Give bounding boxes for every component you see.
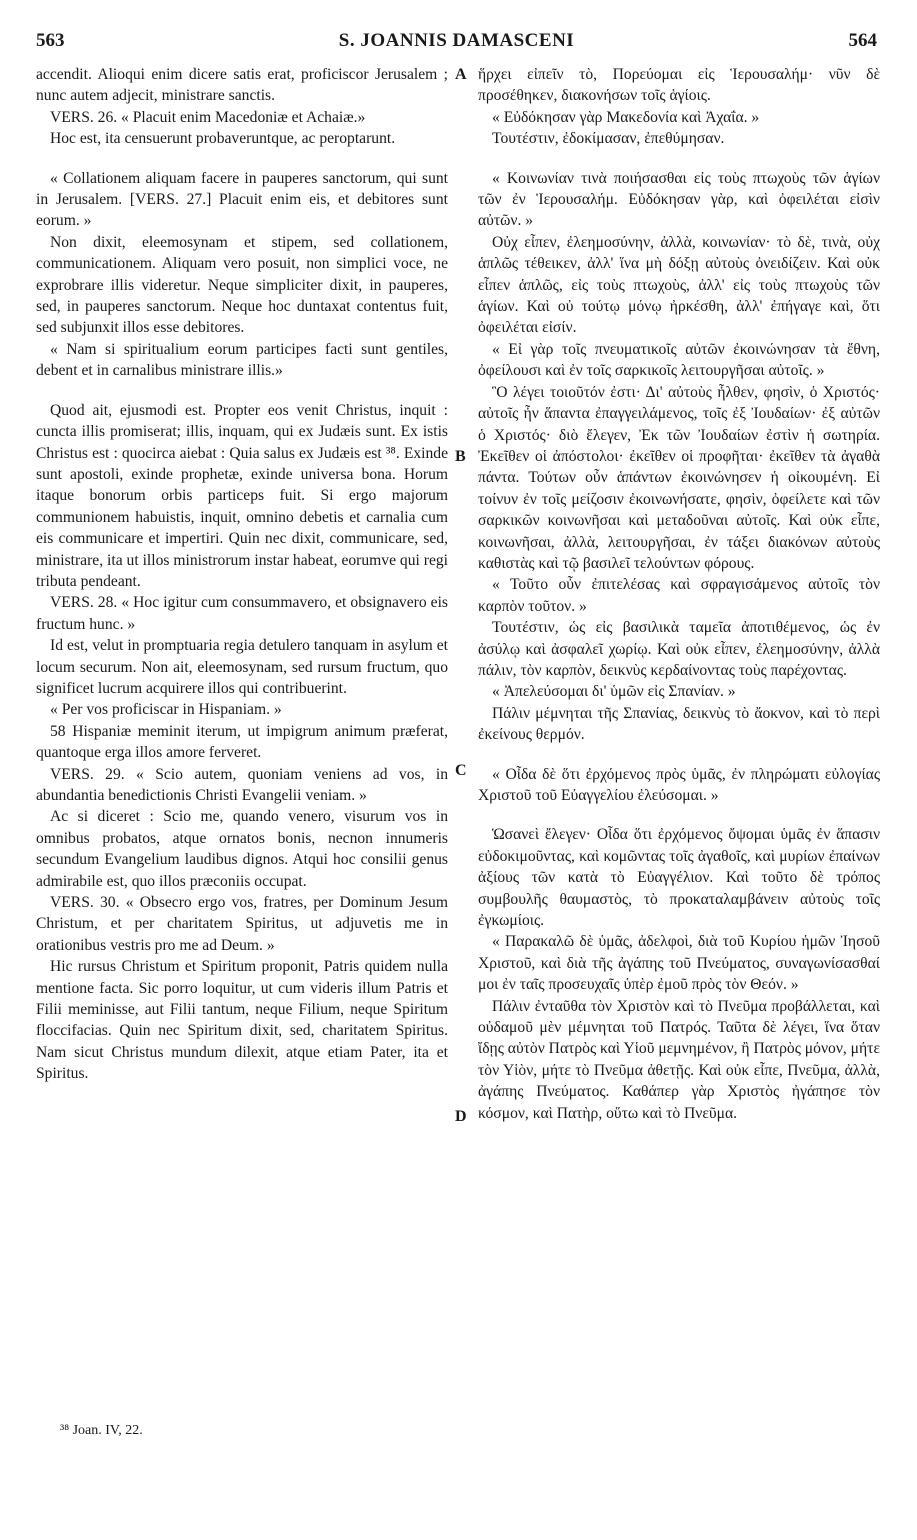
page-number-left: 563	[36, 30, 65, 51]
verse-quote: « Collationem aliquam facere in pauperes sanctorum, qui sunt in Jerusalem. [VERS. 27.] Placuit enim eis, et debitores sunt eorum. »	[36, 169, 448, 230]
margin-letter-a: A	[455, 66, 467, 83]
verse-quote: « Οἶδα δὲ ὅτι ἐρχόμενος πρὸς ὑμᾶς, ἐν πληρώματι εὐλογίας Χριστοῦ τοῦ Εὐαγγελίου ἐλεύσομαι. »	[478, 765, 880, 804]
greek-paragraph: Πάλιν ἐνταῦθα τὸν Χριστὸν καὶ τὸ Πνεῦμα προβάλλεται, καὶ οὐδαμοῦ μὲν μέμνηται τοῦ Πατρός. Ταῦτα δὲ λέγει, ἵνα ὅταν ἴδῃς αὐτὸν Πατρὸς καὶ Υἱοῦ μεμνημένον, ἢ Πατρὸς μόνον, μήτε τὸν Υἱὸν, μήτε τὸ Πνεῦμα ἀθετῇς. Καὶ οὐκ εἶπε, Πνεῦμα, ἀλλὰ, ἀγάπης Πνεύματος. Καθάπερ γὰρ Χριστὸς ἠγάπησε τὸν κόσμον, καὶ Πατὴρ, οὕτω καὶ τὸ Πνεῦμα.	[478, 997, 880, 1122]
greek-column	[478, 64, 880, 1124]
latin-paragraph: 58 Hispaniæ meminit iterum, ut impigrum animum præferat, quantoque erga illos amore ferveret.	[36, 722, 448, 762]
verse-quote: « Παρακαλῶ δὲ ὑμᾶς, ἀδελφοὶ, διὰ τοῦ Κυρίου ἡμῶν Ἰησοῦ Χριστοῦ, καὶ διὰ τῆς ἀγάπης τοῦ Πνεύματος, συναγωνίσασθαί μοι ἐν ταῖς προσευχαῖς ὑπὲρ ἐμοῦ πρὸς τὸν Θεόν. »	[478, 933, 880, 994]
page-header	[36, 30, 877, 58]
verse-heading: VERS. 28. « Hoc igitur cum consummavero, et obsignavero eis fructum hunc. »	[36, 594, 448, 633]
verse-quote: « Per vos proficiscar in Hispaniam. »	[50, 701, 282, 719]
greek-paragraph: Τουτέστιν, ὡς εἰς βασιλικὰ ταμεῖα ἀποτιθέμενος, ὡς ἐν ἀσύλῳ καὶ ἀσφαλεῖ χωρίῳ. Καὶ οὐκ εἶπεν, ἐλεημοσύνην, ἀλλὰ πάλιν, τὸν καρπὸν, δεικνὺς κερδαίνοντας τοὺς παρέχοντας.	[478, 619, 880, 679]
verse-heading: VERS. 29. « Scio autem, quoniam veniens ad vos, in abundantia benedictionis Christi Evangelii veniam. »	[36, 765, 448, 804]
latin-paragraph: accendit. Alioqui enim dicere satis erat, proficiscor Jerusalem ; nunc autem adjecit, ministrare sanctis.	[36, 66, 448, 105]
latin-paragraph: Hoc est, ita censuerunt probaveruntque, ac peroptarunt.	[50, 130, 396, 148]
latin-paragraph: Id est, velut in promptuaria regia detulero tanquam in asylum et locum securum. Non ait, eleemosynam, sed rursum fructum, quo significet lucrum acquirere illos qui contribuerint.	[36, 637, 448, 697]
greek-paragraph: Ὡσανεὶ ἔλεγεν· Οἶδα ὅτι ἐρχόμενος ὄψομαι ὑμᾶς ἐν ἅπασιν εὐδοκιμοῦντας, καὶ κομῶντας τοῖς ἀγαθοῖς, καὶ μυρίων ἐπαίνων ἀξίους τῶν κατὰ τὸ Εὐαγγέλιον. Καὶ τοῦτο δὲ τρόπος συμβουλῆς θαυμαστὸς, τὸ προκαταλαμβάνειν αὐτοὺς τοῖς ἐγκωμίοις.	[478, 826, 880, 930]
running-title: S. JOANNIS DAMASCENI	[338, 30, 575, 51]
latin-paragraph: Hic rursus Christum et Spiritum proponit, Patris quidem nulla mentione facta. Sic porro loquitur, ut cum videris illum Patris et Filii meminisse, aut Filii tantum, neque Filium, neque Spiritum floccifacias. Quin nec Spiritum dixit, sed, charitatem Spiritus. Nam sicut Christus mundum dilexit, atque etiam Pater, ita et Spiritus.	[36, 958, 448, 1083]
margin-letter-d: D	[455, 1108, 467, 1125]
greek-paragraph: Ὃ λέγει τοιοῦτόν ἐστι· Δι' αὐτοὺς ἦλθεν, φησὶν, ὁ Χριστός· αὐτοῖς ἦν ἅπαντα ἐπαγγειλάμενος, τοῖς ἐξ Ἰουδαίων· ἐξ αὐτῶν ὁ Χριστός· διὸ ἔλεγεν, Ἐκ τῶν Ἰουδαίων ἐστὶν ἡ σωτηρία. Ἐκεῖθεν οἱ ἀπόστολοι· ἐκεῖθεν οἱ προφῆται· ἐκεῖθεν τὰ ἀγαθὰ πάντα. Τούτων οὖν ἁπάντων ἐκοινώνησεν ἡ οἰκουμένη. Εἰ τοίνυν ἐν τοῖς μείζοσιν ἐκοινωνήσατε, φησὶν, ὀφείλετε καὶ τῶν σαρκικῶν κοινωνῆσαι καὶ μεταδοῦναι αὐτοῖς. Καὶ οὐκ εἶπε, κοινωνῆσαι, ἀλλὰ, λειτουργῆσαι, ἐν τάξει διακόνων αὐτοὺς καθιστὰς καὶ τῷ βασιλεῖ τελούντων φόρους.	[478, 383, 880, 572]
verse-quote: « Nam si spiritualium eorum participes facti sunt gentiles, debent et in carnalibus ministrare illis.»	[36, 340, 448, 380]
page-number-right: 564	[848, 30, 877, 51]
greek-paragraph: Οὐχ εἶπεν, ἐλεημοσύνην, ἀλλὰ, κοινωνίαν· τὸ δὲ, τινὰ, οὐχ ἁπλῶς τέθεικεν, ἀλλ' ἵνα μὴ δόξῃ αὐτοὺς ὀνειδίζειν. Καὶ οὐκ εἶπεν ἁπλῶς, εἰς τοὺς πτωχοὺς, ἀλλ' εἰς τοὺς πτωχοὺς τῶν ἁγίων. Καὶ οὐ τούτῳ μόνῳ ἠρκέσθη, ἀλλ' ἐπήγαγε καὶ, ὅτι ὀφειλέται εἰσίν.	[478, 233, 880, 337]
margin-letter-b: B	[455, 448, 466, 465]
verse-quote: « Κοινωνίαν τινὰ ποιήσασθαι εἰς τοὺς πτωχοὺς τῶν ἁγίων τῶν ἐν Ἱερουσαλήμ. Εὐδόκησαν γὰρ, καὶ ὀφειλέται εἰσὶν αὐτῶν. »	[478, 169, 880, 230]
verse-quote: « Τοῦτο οὖν ἐπιτελέσας καὶ σφραγισάμενος αὐτοῖς τὸν καρπὸν τοῦτον. »	[478, 576, 880, 615]
footnote: ³⁸ Joan. IV, 22.	[60, 1423, 143, 1438]
verse-quote: « Ἀπελεύσομαι δι' ὑμῶν εἰς Σπανίαν. »	[492, 683, 736, 701]
latin-paragraph: Quod ait, ejusmodi est. Propter eos venit Christus, inquit : cuncta illis promiserat; illis, inquam, qui ex Judæis sunt. Ex istis Christus est : quocirca aiebat : Quia salus ex Judæis est ³⁸. Exinde sunt apostoli, exinde prophetæ, exinde universa bona. Horum itaque bonorum orbis particeps fuit. Si ergo majorum communionem habuistis, inquit, omnino debetis et carnalia cum eis communicare et impertiri. Quin nec dixit, communicare, sed, ministrare, ita ut illos ministrorum instar habeat, eorumve qui regi tributa pendeant.	[36, 401, 448, 590]
verse-heading: VERS. 26. « Placuit enim Macedoniæ et Achaiæ.»	[50, 108, 366, 126]
latin-paragraph: Non dixit, eleemosynam et stipem, sed collationem, communicationem. Aliquam vero posuit, non simplici voce, ne exprobrare illis videretur. Neque simpliciter dixit, in pauperes, sed, in pauperes sanctorum. Neque hoc duntaxat contentus fuit, sed subjunxit illos esse debitores.	[36, 233, 448, 337]
latin-paragraph: Ac si diceret : Scio me, quando venero, visurum vos in omnibus probatos, atque ornatos bonis, necnon innumeris secundum Evangelium laudibus dignos. Atqui hoc consilii genus admirabile est, quo illos præconiis occupat.	[36, 808, 448, 890]
greek-paragraph: ἥρχει εἰπεῖν τὸ, Πορεύομαι εἰς Ἱερουσαλήμ· νῦν δὲ προσέθηκεν, διακονήσων τοῖς ἁγίοις.	[478, 66, 880, 105]
verse-quote: « Εἰ γὰρ τοῖς πνευματικοῖς αὐτῶν ἐκοινώνησαν τὰ ἔθνη, ὀφείλουσι καὶ ἐν τοῖς σαρκικοῖς λειτουργῆσαι αὐτοῖς. »	[478, 340, 880, 380]
margin-letter-c: C	[455, 762, 467, 779]
latin-column	[36, 64, 448, 1085]
greek-paragraph: Πάλιν μέμνηται τῆς Σπανίας, δεικνὺς τὸ ἄοκνον, καὶ τὸ περὶ ἐκείνους θερμόν.	[478, 704, 880, 744]
verse-quote: « Εὐδόκησαν γὰρ Μακεδονία καὶ Ἀχαΐα. »	[492, 108, 760, 126]
greek-paragraph: Τουτέστιν, ἐδοκίμασαν, ἐπεθύμησαν.	[492, 130, 725, 148]
verse-heading: VERS. 30. « Obsecro ergo vos, fratres, per Dominum Jesum Christum, et per charitatem Spiritus, ut adjuvetis me in orationibus vestris pro me ad Deum. »	[36, 894, 448, 954]
